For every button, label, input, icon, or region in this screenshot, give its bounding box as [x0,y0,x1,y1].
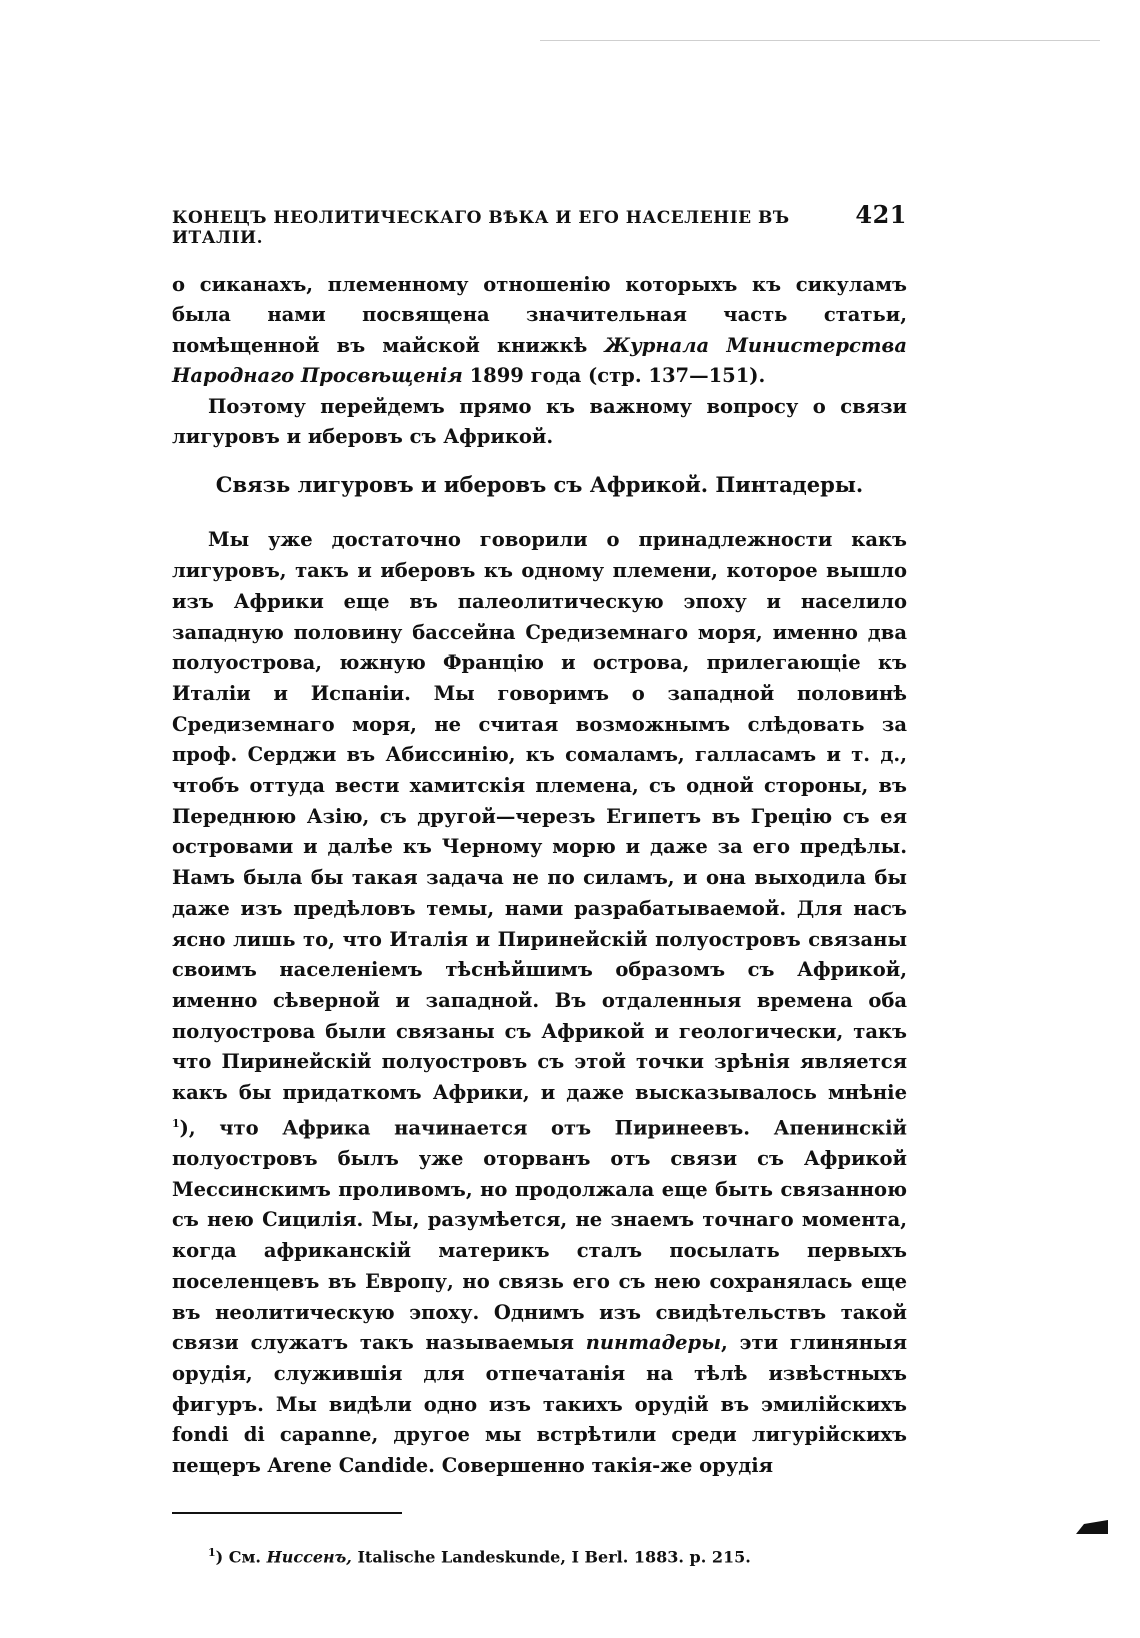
intro-text-2: 1899 года (стр. 137—151). [469,364,766,388]
footnote-ref[interactable]: 1 [172,1116,180,1130]
top-scan-rule [540,40,1100,41]
page [172,200,907,1566]
body-text-2: ), что Африка начинается отъ Пиринеевъ. Апенинскій полуостровъ былъ уже оторванъ отъ связи съ Африкой Мессинскимъ проливомъ, но продолжала еще быть связанною съ нею Сицилія. Мы, разумѣется, не знаемъ точнаго момента, когда африканскій материкъ сталъ посылать первыхъ поселенцевъ въ Европу, но связь его съ нею сохранялась еще въ неолитическую эпоху. Однимъ изъ свидѣтельствъ такой связи служатъ такъ называемыя [172,1116,907,1355]
running-header [172,200,907,248]
body-text-1: Мы уже достаточно говорили о принадлежности какъ лигуровъ, такъ и иберовъ къ одному племени, которое вышло изъ Африки еще въ палеолитическую эпоху и населило западную половину бассейна Средиземнаго моря, именно два полуострова, южную Францію и острова, прилегающіе къ Италіи и Испаніи. Мы говоримъ о западной половинѣ Средиземнаго моря, не считая возможнымъ слѣдовать за проф. Серджи въ Абиссинію, къ сомаламъ, галласамъ и т. д., чтобъ оттуда вести хамитскія племена, съ одной стороны, въ Переднюю Азію, съ другой—черезъ Египетъ въ Грецію съ ея островами и далѣе къ Черному морю и даже за его предѣлы. Намъ была бы такая задача не по силамъ, и она выходила бы даже изъ предѣловъ темы, нами разрабатываемой. Для насъ ясно лишь то, что Италія и Пиринейскій полуостровъ связаны своимъ населеніемъ тѣснѣйшимъ образомъ съ Африкой, именно сѣверной и западной. Въ отдаленныя времена оба полуострова были связаны съ Африкой и геологически, такъ что Пиринейскій полуостровъ съ этой точки зрѣнія является какъ бы придаткомъ Африки, и даже высказывалось мнѣніе [172,528,907,1105]
footnote-abbr: ) См. [215,1547,261,1567]
page-number: 421 [855,200,907,229]
footnote [208,1546,907,1566]
intro-paragraph [172,270,907,392]
term-pintadery: пинтадеры [585,1331,722,1355]
journal-title: Журнала Министерства Народнаго Просвѣщенія [172,333,907,388]
scan-edge-mark [1074,1518,1110,1536]
body-text-3: , эти глиняныя орудія, служившія для отпечатанія на тѣлѣ извѣстныхъ фигуръ. Мы видѣли одно изъ такихъ орудій въ эмилійскихъ fondi di capanne, другое мы встрѣтили среди лигурійскихъ пещеръ Arene Candide. Совершенно такія-же орудія [172,1331,907,1478]
footnote-divider [172,1512,402,1514]
footnote-marker: 1 [208,1545,216,1559]
transition-paragraph: Поэтому перейдемъ прямо къ важному вопросу о связи лигуровъ и иберовъ съ Африкой. [172,394,907,449]
footnote-text: Italische Landeskunde, I Berl. 1883. p. 215. [357,1547,751,1567]
body-paragraph [172,525,907,1481]
running-title: КОНЕЦЪ НЕОЛИТИЧЕСКАГО ВѢКА И ЕГО НАСЕЛЕНІЕ ВЪ ИТАЛІИ. [172,208,790,248]
section-heading: Связь лигуровъ и иберовъ съ Африкой. Пинтадеры. [215,472,864,498]
intro-text-1: о сиканахъ, племенному отношенію которыхъ къ сикуламъ была нами посвящена значительная часть статьи, помѣщенной въ майской книжкѣ [172,273,907,357]
footnote-author: Ниссенъ, [266,1547,352,1567]
